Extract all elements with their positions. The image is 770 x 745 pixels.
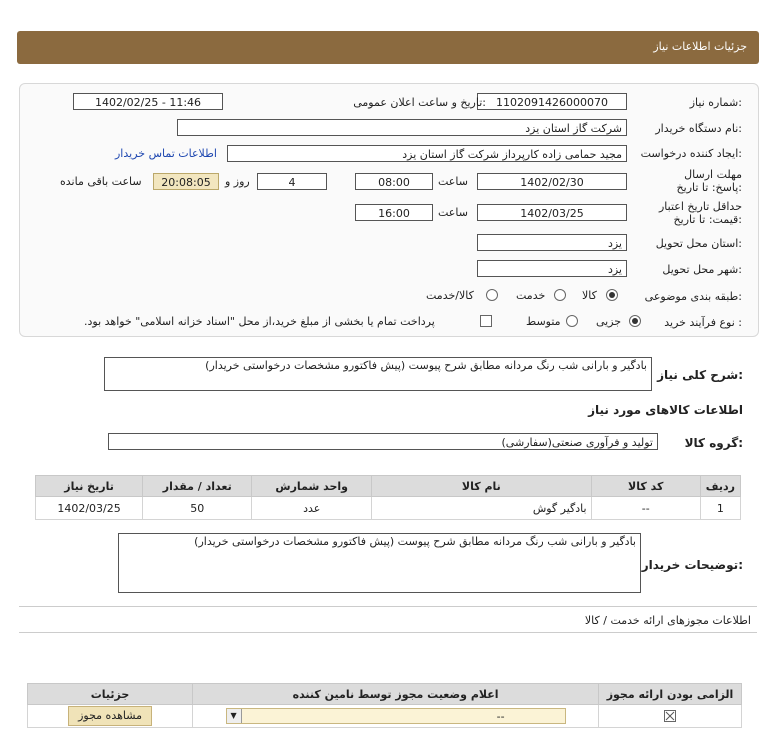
- section-divider: [19, 606, 757, 607]
- province-field[interactable]: یزد: [477, 234, 627, 251]
- days-label: روز و: [225, 175, 250, 188]
- cell-details: [28, 705, 193, 728]
- permits-table-header: [28, 684, 742, 705]
- permits-section-title: اطلاعات مجوزهای ارائه خدمت / کالا: [584, 614, 751, 627]
- chevron-down-icon[interactable]: ▼: [227, 709, 242, 723]
- validity-date-field[interactable]: 1402/03/25: [477, 204, 627, 221]
- permit-required-checkbox: [664, 710, 676, 722]
- table-row: [36, 497, 741, 520]
- col-quantity: تعداد / مقدار: [143, 476, 252, 497]
- category-goods-service-radio[interactable]: [486, 289, 498, 301]
- cell-need-date: 1402/03/25: [36, 497, 143, 520]
- remaining-label: ساعت باقی مانده: [60, 175, 142, 188]
- cross-icon: [665, 711, 675, 721]
- summary-label: شرح کلی نیاز:: [657, 368, 743, 382]
- process-minor-label: جزیی: [596, 315, 622, 328]
- treasury-payment-note: پرداخت تمام یا بخشی از مبلغ خرید،از محل "اسناد خزانه اسلامی" خواهد بود.: [84, 315, 435, 328]
- announce-field[interactable]: 1402/02/25 - 11:46: [73, 93, 223, 110]
- announce-label: تاریخ و ساعت اعلان عمومی:: [353, 96, 486, 109]
- city-label: شهر محل تحویل:: [662, 263, 742, 276]
- deadline-time-field[interactable]: 08:00: [355, 173, 433, 190]
- cell-row-number: 1: [700, 497, 740, 520]
- col-need-date: تاریخ نیاز: [36, 476, 143, 497]
- col-permit-status: اعلام وضعیت مجوز توسط نامین کننده: [193, 684, 599, 705]
- goods-group-field: تولید و فرآوری صنعتی(سفارشی): [108, 433, 658, 450]
- goods-group-label: گروه کالا:: [684, 436, 743, 450]
- process-medium-radio[interactable]: [566, 315, 578, 327]
- page-title: جزئیات اطلاعات نیاز: [653, 40, 747, 53]
- deadline-date-field[interactable]: 1402/02/30: [477, 173, 627, 190]
- requester-label: ایجاد کننده درخواست:: [640, 147, 742, 160]
- category-service-label: خدمت: [516, 289, 546, 302]
- col-item-name: نام کالا: [372, 476, 592, 497]
- section-divider: [19, 632, 757, 633]
- page-header: [17, 31, 759, 64]
- cell-item-code: --: [591, 497, 700, 520]
- process-medium-label: متوسط: [526, 315, 561, 328]
- col-item-code: کد کالا: [591, 476, 700, 497]
- cell-quantity: 50: [143, 497, 252, 520]
- cell-permit-required: [599, 705, 742, 728]
- treasury-payment-checkbox[interactable]: [480, 315, 492, 327]
- remaining-time-field: 20:08:05: [153, 173, 219, 190]
- category-goods-label: کالا: [582, 289, 597, 302]
- permit-status-select[interactable]: [226, 708, 566, 724]
- cell-permit-status: [193, 705, 599, 728]
- cell-item-name: بادگیر گوش: [372, 497, 592, 520]
- goods-table: [35, 475, 741, 520]
- buyer-org-label: نام دستگاه خریدار:: [655, 122, 742, 135]
- category-goods-service-label: کالا/خدمت: [426, 289, 474, 302]
- view-permit-button[interactable]: مشاهده مجوز: [68, 706, 152, 726]
- validity-time-field[interactable]: 16:00: [355, 204, 433, 221]
- buyer-notes-label: توضیحات خریدار:: [641, 558, 743, 572]
- buyer-contact-link[interactable]: اطلاعات تماس خریدار: [115, 147, 217, 160]
- col-row: ردیف: [700, 476, 740, 497]
- buyer-org-field[interactable]: شرکت گاز استان یزد: [177, 119, 627, 136]
- col-permit-required: الزامی بودن ارائه مجوز: [599, 684, 742, 705]
- deadline-label: مهلت ارسال پاسخ: تا تاریخ:: [676, 168, 742, 194]
- cell-unit: عدد: [252, 497, 372, 520]
- col-unit: واحد شمارش: [252, 476, 372, 497]
- need-number-label: شماره نیاز:: [689, 96, 742, 109]
- category-label: طبقه بندی موضوعی:: [644, 290, 742, 303]
- validity-time-label: ساعت: [438, 206, 468, 219]
- table-row: [28, 705, 742, 728]
- permit-status-value: --: [496, 710, 505, 723]
- process-label: نوع فرآیند خرید :: [664, 316, 742, 329]
- process-minor-radio[interactable]: [629, 315, 641, 327]
- province-label: استان محل تحویل:: [655, 237, 742, 250]
- col-details: جزئیات: [28, 684, 193, 705]
- category-service-radio[interactable]: [554, 289, 566, 301]
- category-goods-radio[interactable]: [606, 289, 618, 301]
- validity-label: حداقل تاریخ اعتبار قیمت: تا تاریخ:: [658, 200, 742, 226]
- goods-section-title: اطلاعات کالاهای مورد نیاز: [588, 403, 743, 417]
- city-field[interactable]: یزد: [477, 260, 627, 277]
- requester-field[interactable]: مجید حمامی زاده کارپرداز شرکت گاز استان یزد: [227, 145, 627, 162]
- need-number-field[interactable]: 1102091426000070: [477, 93, 627, 110]
- summary-text: بادگیر و بارانی شب رنگ مردانه مطابق شرح پیوست (پیش فاکتورو مشخصات درخواستی خریدار): [104, 357, 652, 391]
- buyer-notes-text: بادگیر و بارانی شب رنگ مردانه مطابق شرح پیوست (پیش فاکتورو مشخصات درخواستی خریدار): [118, 533, 641, 593]
- need-details-panel: [19, 83, 759, 337]
- permits-table: [27, 683, 742, 728]
- days-field[interactable]: 4: [257, 173, 327, 190]
- goods-table-header: [36, 476, 741, 497]
- deadline-time-label: ساعت: [438, 175, 468, 188]
